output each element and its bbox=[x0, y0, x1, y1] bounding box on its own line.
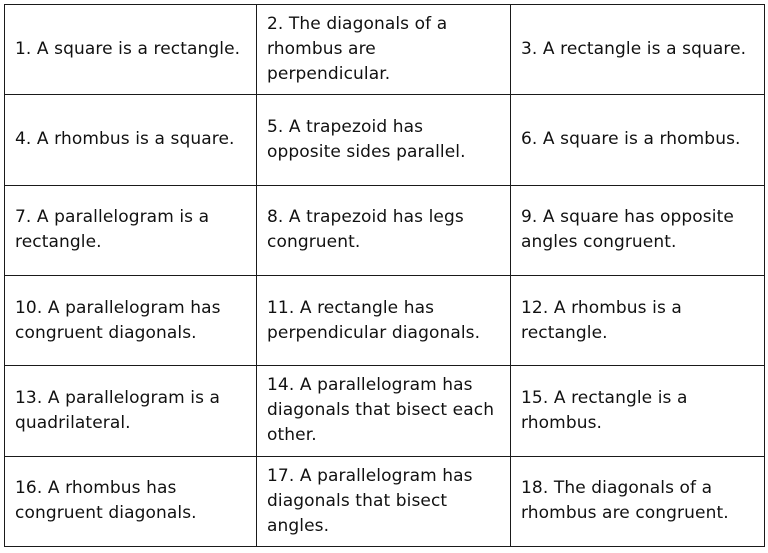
statement-text: 9. A square has opposite angles congruent. bbox=[521, 207, 734, 253]
table-row bbox=[5, 185, 765, 275]
statement-text: 17. A parallelogram has diagonals that bisect angles. bbox=[267, 465, 473, 536]
statement-text: 4. A rhombus is a square. bbox=[15, 129, 235, 150]
statement-cell-17 bbox=[257, 456, 511, 546]
statement-cell-6 bbox=[511, 95, 765, 185]
statement-text: 15. A rectangle is a rhombus. bbox=[521, 387, 688, 433]
statement-cell-12 bbox=[511, 275, 765, 365]
statement-cell-9 bbox=[511, 185, 765, 275]
table-row bbox=[5, 275, 765, 365]
statement-text: 18. The diagonals of a rhombus are congruent. bbox=[521, 478, 729, 524]
statement-text: 16. A rhombus has congruent diagonals. bbox=[15, 478, 197, 524]
statement-text: 14. A parallelogram has diagonals that bisect each other. bbox=[267, 375, 495, 446]
statement-text: 2. The diagonals of a rhombus are perpendicular. bbox=[267, 14, 448, 85]
table-row bbox=[5, 5, 765, 95]
statement-text: 1. A square is a rectangle. bbox=[15, 39, 241, 60]
table-row bbox=[5, 95, 765, 185]
statement-cell-8 bbox=[257, 185, 511, 275]
statements-table bbox=[4, 4, 765, 547]
table-row bbox=[5, 456, 765, 546]
statement-text: 5. A trapezoid has opposite sides parallel. bbox=[267, 116, 466, 162]
statement-cell-3 bbox=[511, 5, 765, 95]
statement-cell-11 bbox=[257, 275, 511, 365]
statement-cell-2 bbox=[257, 5, 511, 95]
statement-cell-16 bbox=[5, 456, 257, 546]
statement-cell-13 bbox=[5, 366, 257, 456]
statement-text: 7. A parallelogram is a rectangle. bbox=[15, 207, 210, 253]
statement-cell-7 bbox=[5, 185, 257, 275]
statement-cell-14 bbox=[257, 366, 511, 456]
statement-text: 6. A square is a rhombus. bbox=[521, 129, 741, 150]
statement-cell-1 bbox=[5, 5, 257, 95]
statement-cell-10 bbox=[5, 275, 257, 365]
statement-cell-5 bbox=[257, 95, 511, 185]
statement-text: 8. A trapezoid has legs congruent. bbox=[267, 207, 464, 253]
statement-text: 13. A parallelogram is a quadrilateral. bbox=[15, 387, 221, 433]
statement-text: 11. A rectangle has perpendicular diagonals. bbox=[267, 297, 481, 343]
statement-text: 10. A parallelogram has congruent diagonals. bbox=[15, 297, 221, 343]
statement-cell-4 bbox=[5, 95, 257, 185]
statement-text: 3. A rectangle is a square. bbox=[521, 39, 747, 60]
statement-cell-18 bbox=[511, 456, 765, 546]
table-row bbox=[5, 366, 765, 456]
statement-text: 12. A rhombus is a rectangle. bbox=[521, 297, 682, 343]
statement-cell-15 bbox=[511, 366, 765, 456]
